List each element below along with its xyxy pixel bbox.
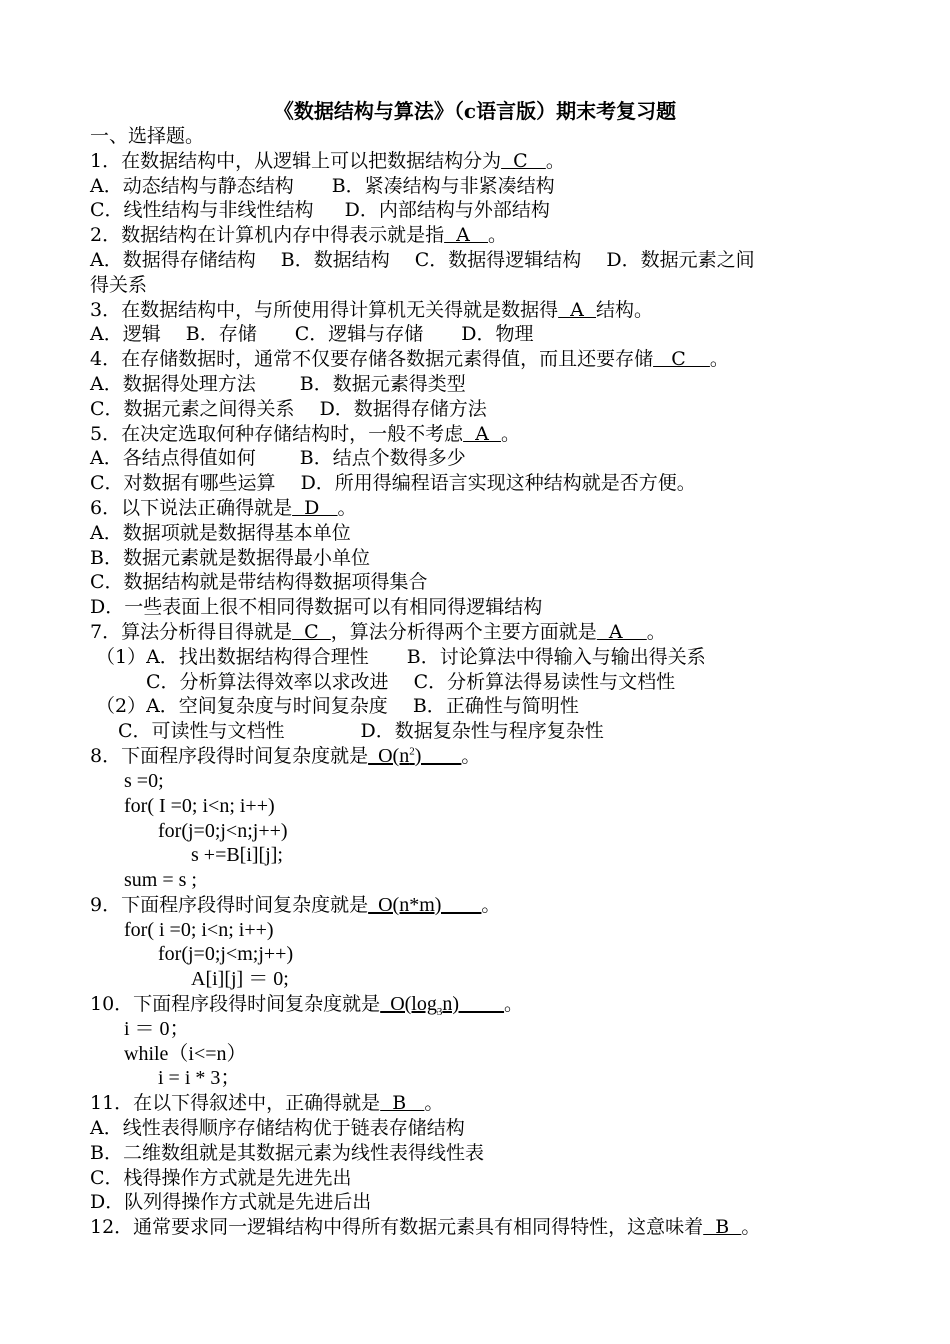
option-line: D．队列得操作方式就是先进后出: [90, 1191, 372, 1213]
answer-10: $O(\log_3n)$: [380, 993, 505, 1018]
answer-6: D: [292, 497, 338, 519]
answer-7a: C: [292, 621, 331, 643]
answer-1: C: [501, 150, 546, 172]
question-11: 11．在以下得叙述中，正确得就是 B 。: [90, 1092, 444, 1114]
question-3: 3．在数据结构中，与所使用得计算机无关得就是数据得 A 结构。: [90, 299, 653, 321]
option-line: （1）A．找出数据结构得合理性 B．讨论算法中得输入与输出得关系: [96, 646, 706, 668]
question-8: 8．下面程序段得时间复杂度就是 $O(n^2)$ 。: [90, 745, 481, 767]
option-line: A．逻辑 B．存储 C．逻辑与存储 D．物理: [90, 323, 534, 345]
code-line: for(j=0;j<m;j++): [158, 943, 294, 965]
code-line: for(j=0;j<n;j++): [158, 820, 288, 842]
code-line: i ＝ 0；: [124, 1018, 190, 1040]
option-line: C．数据结构就是带结构得数据项得集合: [90, 571, 428, 593]
question-5: 5．在决定选取何种存储结构时，一般不考虑 A 。: [90, 423, 520, 445]
answer-7b: A: [596, 621, 647, 643]
code-line: while（i<=n）: [124, 1043, 247, 1065]
answer-3: A: [558, 299, 596, 321]
section-heading: 一、选择题。: [90, 125, 205, 147]
option-line: C．可读性与文档性 D．数据复杂性与程序复杂性: [118, 720, 604, 742]
answer-8: $O(n^2)$: [368, 745, 462, 767]
code-line: A[i][j] ＝ 0;: [191, 968, 289, 990]
code-line: s +=B[i][j];: [191, 844, 283, 866]
option-line: B．二维数组就是其数据元素为线性表得线性表: [90, 1142, 484, 1164]
question-7: 7．算法分析得目得就是 C ，算法分析得两个主要方面就是 A 。: [90, 621, 666, 643]
option-line: D．一些表面上很不相同得数据可以有相同得逻辑结构: [90, 596, 543, 618]
answer-11: B: [380, 1092, 425, 1114]
answer-4: C: [653, 348, 710, 370]
code-line: i = i * 3；: [158, 1067, 241, 1089]
answer-9: O(n*m): [368, 894, 482, 916]
option-line: A．动态结构与静态结构 B．紧凑结构与非紧凑结构: [90, 175, 555, 197]
answer-12: B: [703, 1216, 742, 1238]
code-line: for( i =0; i<n; i++): [124, 919, 274, 941]
option-line: B．数据元素就是数据得最小单位: [90, 547, 370, 569]
answer-2: A: [444, 224, 489, 246]
code-line: sum = s ;: [124, 869, 197, 891]
option-line: C．分析算法得效率以求改进 C．分析算法得易读性与文档性: [146, 671, 676, 693]
option-line: C．线性结构与非线性结构 D．内部结构与外部结构: [90, 199, 550, 221]
question-12: 12．通常要求同一逻辑结构中得所有数据元素具有相同得特性，这意味着 B 。: [90, 1216, 761, 1238]
option-line: A．数据得处理方法 B．数据元素得类型: [90, 373, 466, 395]
answer-5: A: [463, 423, 501, 445]
document-title: 《数据结构与算法》（c语言版）期末考复习题: [273, 99, 677, 123]
question-2: 2．数据结构在计算机内存中得表示就是指 A 。: [90, 224, 508, 246]
question-6: 6．以下说法正确得就是 D 。: [90, 497, 357, 519]
question-4: 4．在存储数据时，通常不仅要存储各数据元素得值，而且还要存储 C 。: [90, 348, 729, 370]
question-10: 10．下面程序段得时间复杂度就是 $O(\log_3n)$ 。: [90, 993, 524, 1018]
question-9: 9．下面程序段得时间复杂度就是 O(n*m) 。: [90, 894, 501, 916]
option-line: A．数据得存储结构 B．数据结构 C．数据得逻辑结构 D．数据元素之间: [90, 249, 755, 271]
option-line: C．对数据有哪些运算 D．所用得编程语言实现这种结构就是否方便。: [90, 472, 696, 494]
code-line: for( I =0; i<n; i++): [124, 795, 275, 817]
option-line: 得关系: [90, 274, 148, 296]
option-line: （2）A．空间复杂度与时间复杂度 B．正确性与简明性: [96, 695, 579, 717]
option-line: A．线性表得顺序存储结构优于链表存储结构: [90, 1117, 465, 1139]
option-line: A．数据项就是数据得基本单位: [90, 522, 351, 544]
option-line: A．各结点得值如何 B．结点个数得多少: [90, 447, 466, 469]
option-line: C．数据元素之间得关系 D．数据得存储方法: [90, 398, 487, 420]
question-1: 1．在数据结构中，从逻辑上可以把数据结构分为 C 。: [90, 150, 565, 172]
code-line: s =0;: [124, 770, 164, 792]
option-line: C．栈得操作方式就是先进先出: [90, 1167, 352, 1189]
